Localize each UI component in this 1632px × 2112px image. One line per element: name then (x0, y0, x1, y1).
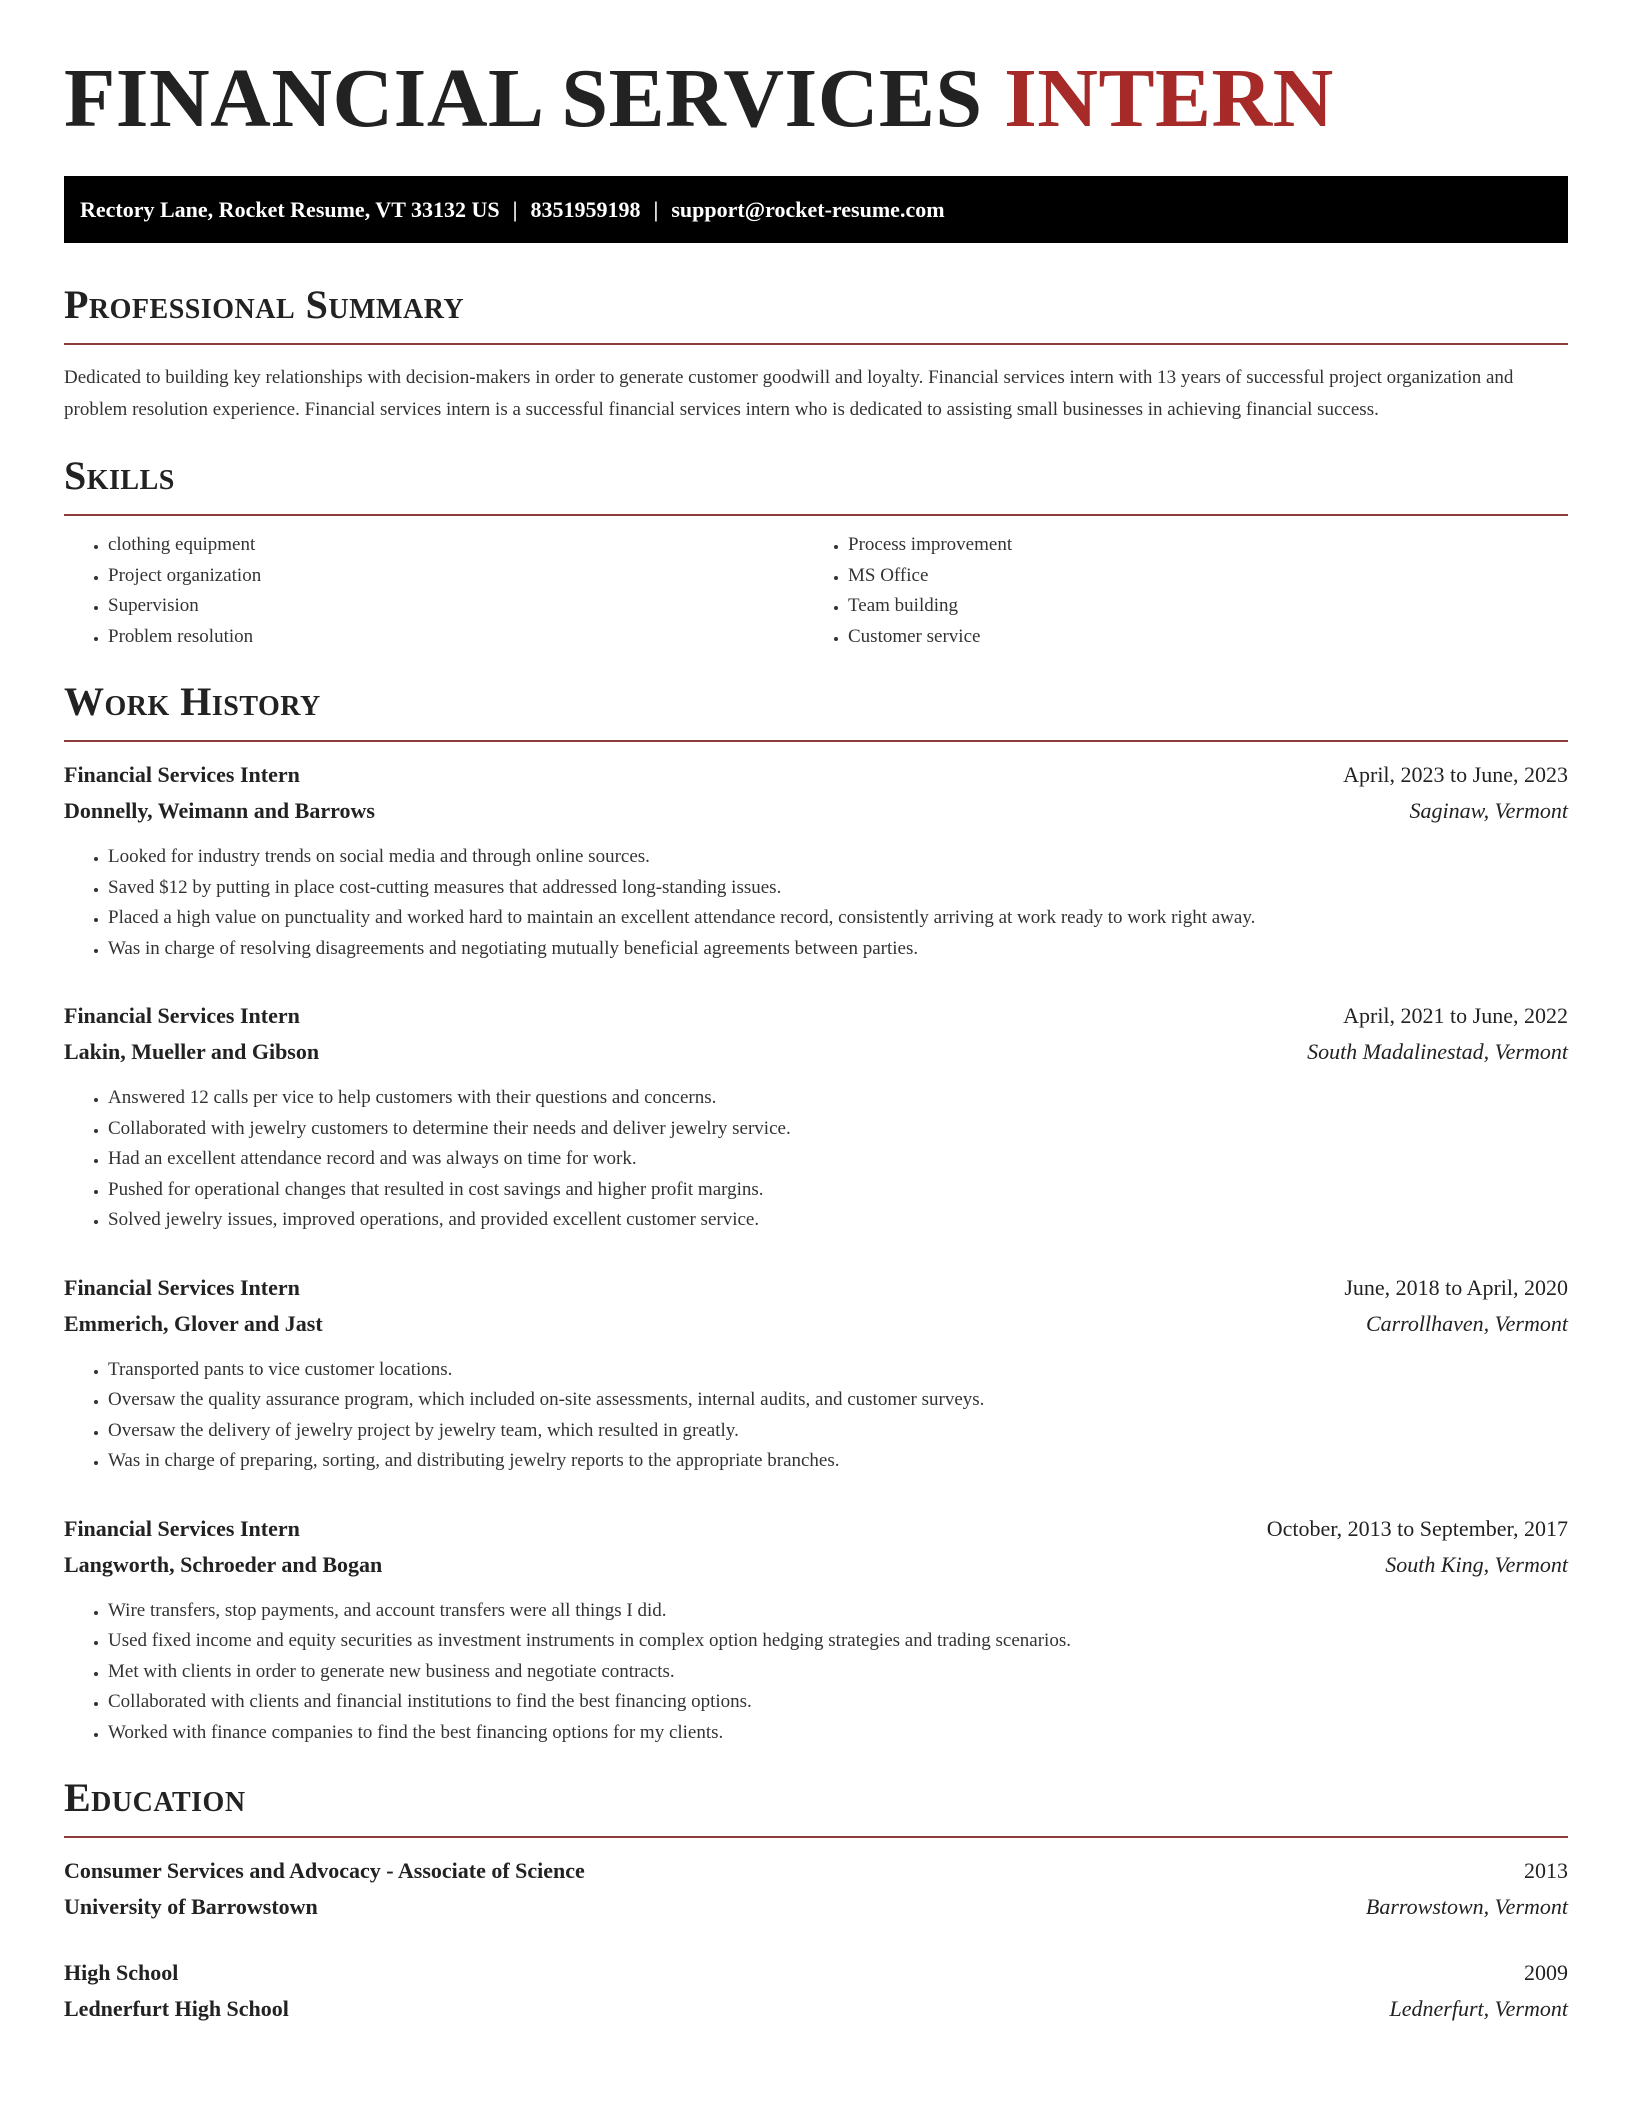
section-divider (64, 343, 1568, 345)
job-company-row (64, 793, 1568, 829)
job-bullet: • Transported pants to vice customer locations. (108, 1355, 1568, 1386)
skill-item: • Team building (848, 591, 1568, 622)
job-title: Financial Services Intern (64, 762, 300, 787)
job-bullets (64, 842, 1568, 964)
job-location: South King, Vermont (1385, 1551, 1568, 1577)
job-bullet: • Had an excellent attendance record and was always on time for work. (108, 1144, 1568, 1175)
skill-item: • Customer service (848, 622, 1568, 653)
section-divider (64, 1836, 1568, 1838)
skill-item: • Supervision (108, 591, 804, 622)
job-dates: April, 2023 to June, 2023 (1343, 762, 1568, 787)
section-divider (64, 514, 1568, 516)
section-title-summary: Professional Summary (64, 282, 465, 327)
work-section (64, 680, 1568, 1748)
summary-text: Dedicated to building key relationships with decision-makers in order to generate customer goodwill and loyalty. Financial services intern with 13 years of successful project organization and problem resolution experience. Financial services intern is a successful financial services intern who is dedicated to assisting small businesses in achieving financial success. (64, 367, 1514, 420)
job-dates: June, 2018 to April, 2020 (1344, 1274, 1568, 1300)
skill-item: • Problem resolution (108, 622, 804, 653)
job-dates: October, 2013 to September, 2017 (1266, 1515, 1568, 1541)
education-location: Lednerfurt, Vermont (1389, 1996, 1568, 2021)
job-entry (64, 1511, 1568, 1749)
job-bullet: • Looked for industry trends on social media and through online sources. (108, 842, 1568, 873)
education-header-row (64, 1853, 1568, 1889)
job-bullet: • Saved $12 by putting in place cost-cutting measures that addressed long-standing issues. (108, 873, 1568, 904)
education-school-row (64, 1991, 1568, 2027)
job-bullets (64, 1355, 1568, 1477)
education-entry (64, 1955, 1568, 2027)
summary-section (64, 283, 1568, 425)
job-bullet: • Was in charge of preparing, sorting, and distributing jewelry reports to the appropriate branches. (108, 1446, 1568, 1477)
contact-phone: 8351959198 (530, 197, 641, 222)
job-bullet: • Was in charge of resolving disagreements and negotiating mutually beneficial agreements between parties. (108, 934, 1568, 965)
job-title: Financial Services Intern (64, 1274, 300, 1300)
education-location: Barrowstown, Vermont (1365, 1894, 1568, 1919)
skill-item: • MS Office (848, 561, 1568, 592)
contact-bar (64, 176, 1568, 243)
contact-email: support@rocket-resume.com (671, 197, 945, 222)
job-bullet: • Solved jewelry issues, improved operations, and provided excellent customer service. (108, 1205, 1568, 1236)
job-title: Financial Services Intern (64, 1515, 300, 1541)
job-entry (64, 757, 1568, 964)
education-school: Lednerfurt High School (64, 1996, 289, 2021)
education-year: 2009 (1524, 1960, 1568, 1985)
job-bullet: • Pushed for operational changes that resulted in cost savings and higher profit margins. (108, 1175, 1568, 1206)
job-company-row (64, 1306, 1568, 1342)
education-school-row (64, 1889, 1568, 1925)
section-title-skills: Skills (64, 453, 175, 498)
job-bullet: • Met with clients in order to generate new business and negotiate contracts. (108, 1657, 1568, 1688)
job-company: Emmerich, Glover and Jast (64, 1310, 323, 1336)
job-bullet: • Used fixed income and equity securities as investment instruments in complex option hedging strategies and trading scenarios. (108, 1626, 1568, 1657)
job-company-row (64, 1547, 1568, 1583)
job-company: Langworth, Schroeder and Bogan (64, 1551, 383, 1577)
job-location: South Madalinestad, Vermont (1307, 1039, 1568, 1064)
skill-item: • clothing equipment (108, 530, 804, 561)
job-entry (64, 1270, 1568, 1477)
education-section (64, 1776, 1568, 2027)
skills-grid (64, 530, 1568, 652)
contact-address: Rectory Lane, Rocket Resume, VT 33132 US (80, 197, 500, 222)
job-bullet: • Wire transfers, stop payments, and account transfers were all things I did. (108, 1596, 1568, 1627)
skill-item: • Process improvement (848, 530, 1568, 561)
job-location: Saginaw, Vermont (1409, 798, 1568, 823)
education-header-row (64, 1955, 1568, 1991)
education-year: 2013 (1524, 1858, 1568, 1883)
job-bullet: • Worked with finance companies to find the best financing options for my clients. (108, 1718, 1568, 1749)
job-bullet: • Oversaw the delivery of jewelry project by jewelry team, which resulted in greatly. (108, 1416, 1568, 1447)
education-entry (64, 1853, 1568, 1925)
resume-name (64, 0, 1568, 145)
section-divider (64, 740, 1568, 742)
name-main: FINANCIAL SERVICES (64, 52, 983, 145)
job-title: Financial Services Intern (64, 1003, 300, 1028)
name-accent: INTERN (1004, 52, 1334, 145)
skills-list-left (64, 530, 804, 652)
job-dates: April, 2021 to June, 2022 (1343, 1003, 1568, 1028)
job-header-row (64, 998, 1568, 1034)
education-school: University of Barrowstown (64, 1894, 318, 1919)
job-bullet: • Oversaw the quality assurance program, which included on-site assessments, internal audits, and customer surveys. (108, 1385, 1568, 1416)
skills-section (64, 454, 1568, 652)
skill-item: • Project organization (108, 561, 804, 592)
job-entry (64, 998, 1568, 1236)
education-degree: Consumer Services and Advocacy - Associate of Science (64, 1858, 585, 1883)
job-bullet: • Answered 12 calls per vice to help customers with their questions and concerns. (108, 1083, 1568, 1114)
contact-separator: | (512, 197, 518, 222)
job-bullet: • Collaborated with jewelry customers to determine their needs and deliver jewelry service. (108, 1114, 1568, 1145)
job-header-row (64, 757, 1568, 793)
job-bullet: • Placed a high value on punctuality and worked hard to maintain an excellent attendance record, consistently arriving at work ready to work right away. (108, 903, 1568, 934)
contact-separator: | (653, 197, 659, 222)
job-bullets (64, 1596, 1568, 1749)
education-degree: High School (64, 1960, 179, 1985)
section-title-education: Education (64, 1775, 246, 1820)
job-company: Lakin, Mueller and Gibson (64, 1039, 320, 1064)
job-location: Carrollhaven, Vermont (1365, 1310, 1568, 1336)
job-bullets (64, 1083, 1568, 1236)
job-company: Donnelly, Weimann and Barrows (64, 798, 375, 823)
job-header-row (64, 1270, 1568, 1306)
job-company-row (64, 1034, 1568, 1070)
job-header-row (64, 1511, 1568, 1547)
skills-list-right (804, 530, 1568, 652)
job-bullet: • Collaborated with clients and financial institutions to find the best financing options. (108, 1687, 1568, 1718)
section-title-work: Work History (64, 679, 321, 724)
